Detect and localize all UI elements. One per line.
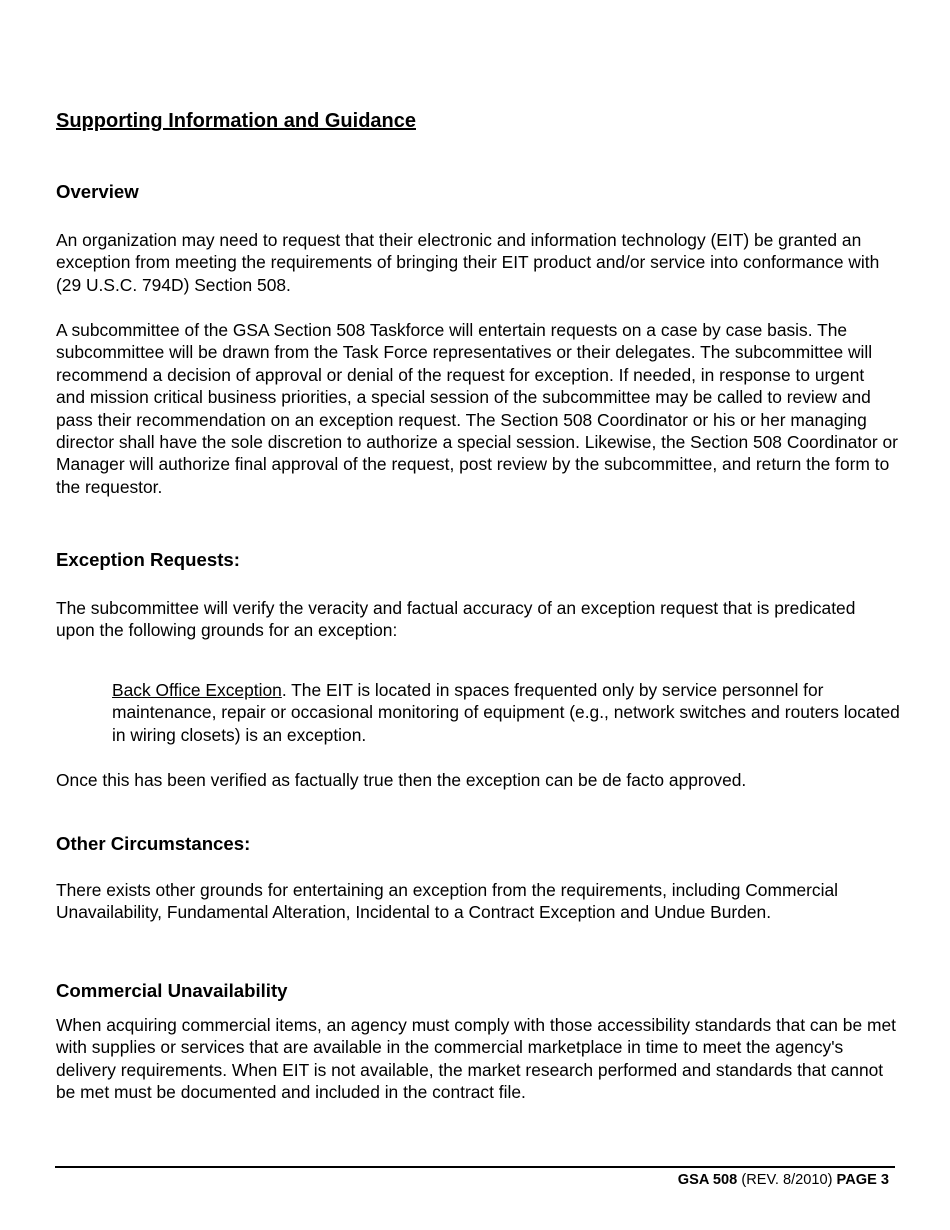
footer-divider <box>55 1166 895 1168</box>
other-circumstances-heading: Other Circumstances: <box>56 833 251 854</box>
footer-form-name: GSA 508 <box>677 1172 738 1188</box>
overview-paragraph-2: A subcommittee of the GSA Section 508 Taskforce will entertain requests on a case by case basis. The subcommittee will be drawn from the Task Force representatives or their delegates. The subcommittee will recommend a decision of approval or denial of the request for exception. If needed, in response to urgent and mission critical business priorities, a special session of the subcommittee may be called to review and pass their recommendation on an exception request. The Section 508 Coordinator or his or her managing director shall have the sole discretion to authorize a special session. Likewise, the Section 508 Coordinator or Manager will authorize final approval of the request, post review by the subcommittee, and return the form to the requestor. <box>56 320 898 497</box>
overview-paragraph-1: An organization may need to request that their electronic and information technology (EIT) be granted an exception from meeting the requirements of bringing their EIT product and/or service into conformance with (29 U.S.C. 794D) Section 508. <box>56 230 880 295</box>
footer-revision: (REV. 8/2010) <box>741 1172 833 1188</box>
back-office-exception-label: Back Office Exception <box>112 680 282 700</box>
page-title: Supporting Information and Guidance <box>56 110 416 132</box>
back-office-exception-text: . The EIT is located in spaces frequented only by service personnel for maintenance, repair or occasional monitoring of equipment (e.g., network switches and routers located in wiring closets) is an exception. <box>112 680 900 745</box>
commercial-unavailability-text: When acquiring commercial items, an agency must comply with those accessibility standards that can be met with supplies or services that are available in the commercial marketplace in time to meet the agency's delivery requirements. When EIT is not available, the market research performed and standards that cannot be met must be documented and included in the contract file. <box>56 1015 896 1103</box>
exception-requests-heading: Exception Requests: <box>56 549 240 570</box>
page-footer <box>678 1169 889 1191</box>
commercial-unavailability-heading: Commercial Unavailability <box>56 980 288 1001</box>
footer-page-number: PAGE 3 <box>836 1172 889 1188</box>
overview-heading: Overview <box>56 181 139 202</box>
verified-statement: Once this has been verified as factually true then the exception can be de facto approved. <box>56 770 747 790</box>
other-circumstances-text: There exists other grounds for entertaining an exception from the requirements, including Commercial Unavailability, Fundamental Alteration, Incidental to a Contract Exception and Undue Burden. <box>56 880 839 923</box>
exception-requests-intro: The subcommittee will verify the veracity and factual accuracy of an exception request that is predicated upon the following grounds for an exception: <box>56 598 856 641</box>
back-office-exception-item <box>112 679 902 746</box>
